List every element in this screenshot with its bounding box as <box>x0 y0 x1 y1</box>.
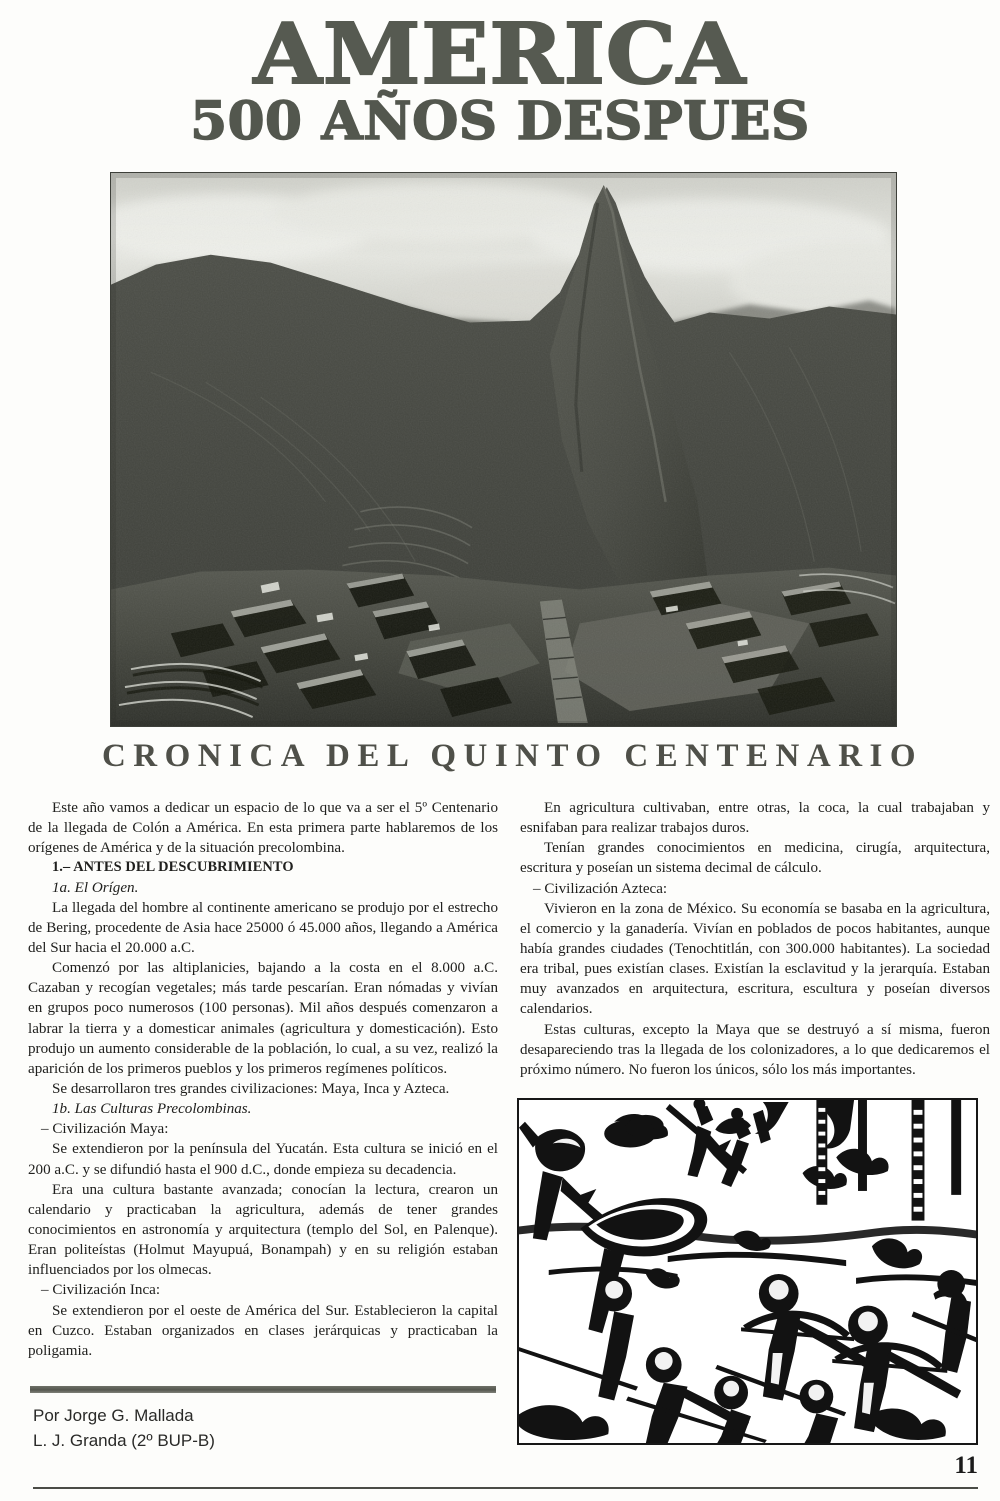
page-number: 11 <box>954 1452 978 1479</box>
byline <box>33 1404 215 1453</box>
article-column-right <box>520 798 990 1080</box>
paragraph-agricultura: En agricultura cultivaban, entre otras, la coca, la cual trabajaban y esnifaban para realizar trabajos duros. <box>520 800 990 837</box>
paragraph-inca-1: Se extendieron por el oeste de América del Sur. Establecieron la capital en Cuzco. Estaban organizados en clases jerárquicas y practicaban la poligamia. <box>28 1302 498 1359</box>
paragraph-origen-1: La llegada del hombre al continente americano se produjo por el estrecho de Bering, procedente de Asia hace 25000 ó 45.000 años, llegando a América del Sur hacia el 20.000 a.C. <box>28 899 498 957</box>
paragraph-origen-2: Comenzó por las altiplanicies, bajando a la costa en el 8.000 a.C. Cazaban y recogían vegetales; más tarde pescarían. Eran nómadas y vivían en grupos poco numerosos (100 personas). Mil años después comenzaron a labrar la tierra y a domesticar animales (agricultura y domesticación). Esto produjo un aumento considerable de la población, lo cual, a su vez, realizó la aparición de los primeros pueblos y los primeros regímenes políticos. <box>28 960 498 1077</box>
byline-author-1: Por Jorge G. Mallada <box>33 1406 194 1425</box>
masthead <box>0 5 1000 153</box>
intro-paragraph: Este año vamos a dedicar un espacio de lo que va a ser el 5º Centenario de la llegada de Colón a América. En esta primera parte hablaremos de los orígenes de América y de la situación precolombina. <box>28 800 498 857</box>
byline-divider-rule <box>30 1386 496 1393</box>
indigenous-warriors-engraving <box>517 1098 978 1445</box>
label-civilizacion-maya: – Civilización Maya: <box>41 1121 169 1138</box>
subheading-el-origen: 1a. El Orígen. <box>52 879 139 896</box>
paragraph-conocimientos: Tenían grandes conocimientos en medicina, cirugía, arquitectura, escritura y poseían un sistema decimal de cálculo. <box>520 840 990 877</box>
section-heading: CRONICA DEL QUINTO CENTENARIO <box>101 738 924 774</box>
paragraph-closing: Estas culturas, excepto la Maya que se destruyó a sí misma, fueron desapareciendo tras la llegada de los colonizadores, a lo que dedicaremos el próximo número. No fueron los únicos, sólo los más importantes. <box>520 1021 990 1078</box>
paragraph-tres-civilizaciones: Se desarrollaron tres grandes civilizaciones: Maya, Inca y Azteca. <box>52 1081 450 1098</box>
paragraph-azteca-1: Vivieron en la zona de México. Su economía se basaba en la agricultura, el comercio y la ganadería. Vivían en poblados de pocos habitantes, aunque había grandes ciudades (Tenochtitlán, con 300.000 habitantes). La sociedad era tribal, pues existían clases. Existían la esclavitud y la jerarquía. Estaban muy avanzados en arquitectura, escritura, escultura y poseían diversos calendarios. <box>520 900 990 1018</box>
label-civilizacion-azteca: – Civilización Azteca: <box>533 880 668 897</box>
machu-picchu-photograph <box>110 172 897 727</box>
photograph-artwork <box>111 173 896 726</box>
footer-rule <box>33 1487 978 1489</box>
heading-antes-del-descubrimiento: 1.– ANTES DEL DESCUBRIMIENTO <box>52 859 294 876</box>
engraving-artwork <box>519 1100 976 1443</box>
paragraph-maya-1: Se extendieron por la península del Yucatán. Esta cultura se inició en el 200 a.C. y se difundió hasta el 900 d.C., donde empieza su decadencia. <box>28 1141 498 1178</box>
masthead-subtitle: 500 AÑOS DESPUES <box>190 91 810 153</box>
article-column-left <box>28 798 498 1361</box>
byline-author-2: L. J. Granda (2º BUP-B) <box>33 1430 215 1450</box>
masthead-title: AMERICA <box>253 5 747 103</box>
label-civilizacion-inca: – Civilización Inca: <box>41 1282 161 1299</box>
paragraph-maya-2: Era una cultura bastante avanzada; conocían la lectura, crearon un calendario y practicaban la agricultura, además de tener grandes conocimientos en astronomía y arquitectura (templo del Sol, en Palenque). Eran politeístas (Holmut Mayupuá, Bonampah) y en su religión estaban influenciados por los olmecas. <box>28 1181 498 1279</box>
subheading-culturas-precolombinas: 1b. Las Culturas Precolombinas. <box>52 1101 252 1118</box>
